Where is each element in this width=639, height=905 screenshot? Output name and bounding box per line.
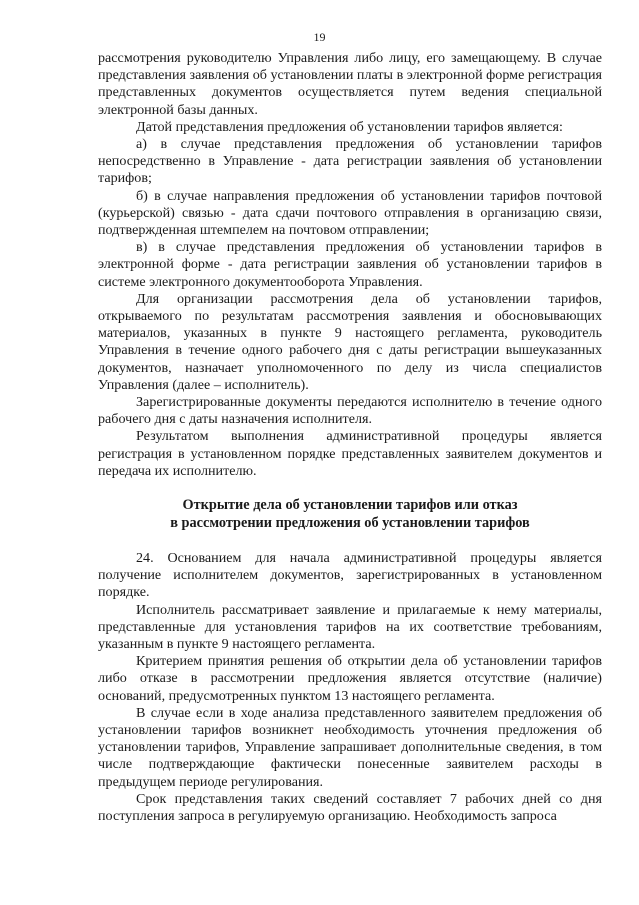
text-block-after-heading (98, 550, 602, 825)
section-heading-line: в рассмотрении предложения об установлении тарифов (170, 515, 530, 531)
paragraph: Критерием принятия решения об открытии дела об установлении тарифов либо отказе в рассмотрении предложения является отсутствие (наличие) оснований, предусмотренных пунктом 13 настоящего регламента. (98, 653, 602, 704)
paragraph: а) в случае представления предложения об установлении тарифов непосредственно в Управление - дата регистрации заявления об установлении тарифов; (98, 136, 602, 187)
paragraph: Датой представления предложения об установлении тарифов является: (136, 118, 563, 135)
paragraph: В случае если в ходе анализа представленного заявителем предложения об установлении тарифов возникнет необходимость уточнения предложения об установлении тарифов, Управление запрашивает дополнительные сведения, в том числе подтверждающие фактически понесенные заявителем расходы в предыдущем периоде регулирования. (98, 704, 602, 790)
paragraph: б) в случае направления предложения об установлении тарифов почтовой (курьерской) связью - дата сдачи почтового отправления в организацию связи, подтвержденная штемпелем на почтовом отправлении; (98, 187, 602, 239)
text-block-before-heading (98, 50, 602, 480)
paragraph: рассмотрения руководителю Управления либо лицу, его замещающему. В случае представления заявления об установлении платы в электронной форме регистрация представленных документов осуществляется путем ведения специальной электронной базы данных. (98, 50, 602, 118)
paragraph: в) в случае представления предложения об установлении тарифов в электронной форме - дата регистрации заявления об установлении тарифов в системе электронного документооборота Управления. (98, 239, 602, 290)
paragraph: Результатом выполнения административной процедуры является регистрация в установленном порядке представленных заявителем документов и передача их исполнителю. (98, 428, 602, 479)
paragraph: 24. Основанием для начала административной процедуры является получение исполнителем документов, зарегистрированных в установленном порядке. (98, 550, 602, 601)
section-heading (98, 496, 602, 532)
paragraph: Исполнитель рассматривает заявление и прилагаемые к нему материалы, представленные для установления тарифов на их соответствие требованиям, указанным в пункте 9 настоящего регламента. (98, 601, 602, 653)
paragraph: Для организации рассмотрения дела об установлении тарифов, открываемого по результатам рассмотрения заявления и обосновывающих материалов, указанных в пункте 9 настоящего регламента, руководитель Управления в течение одного рабочего дня с даты регистрации вышеуказанных документов, назначает уполномоченного по делу из числа специалистов Управления (далее – исполнитель). (98, 290, 602, 393)
paragraph: Срок представления таких сведений составляет 7 рабочих дней со дня поступления запроса в регулируемую организацию. Необходимость запроса (98, 790, 602, 825)
page-number: 19 (313, 30, 326, 44)
section-heading-line: Открытие дела об установлении тарифов или отказ (182, 497, 518, 513)
paragraph: Зарегистрированные документы передаются исполнителю в течение одного рабочего дня с даты назначения исполнителя. (98, 394, 602, 428)
